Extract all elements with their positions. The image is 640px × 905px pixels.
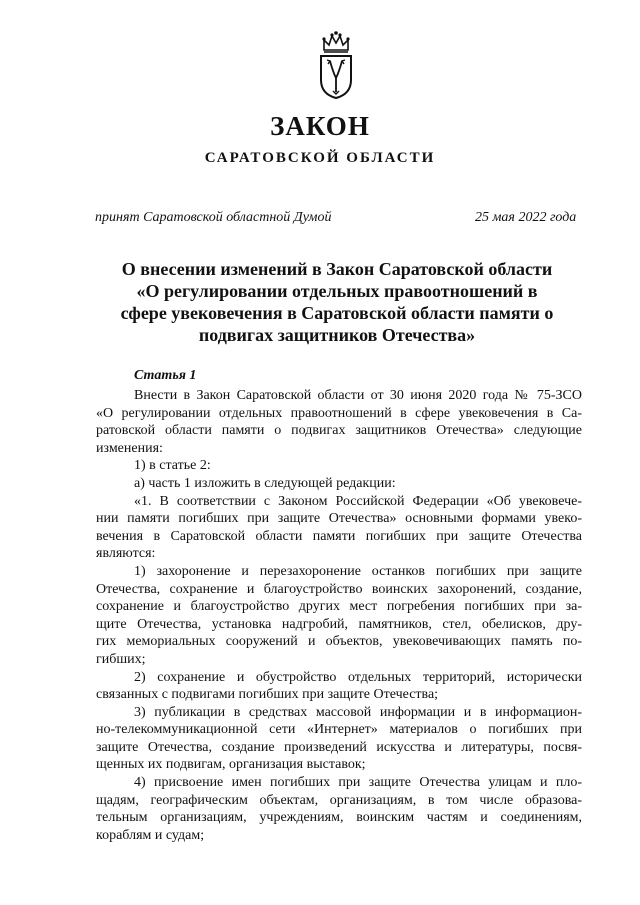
law-heading-line: О внесении изменений в Закон Саратовской области <box>121 259 553 279</box>
body-line: связанных с подвигами погибших при защите Отечества; <box>96 687 439 703</box>
document-title: ЗАКОН <box>270 111 370 141</box>
adopted-by-text: принят Саратовской областной Думой <box>95 210 332 225</box>
saratov-coat-of-arms-icon <box>316 28 356 100</box>
body-line: но-телекоммуникационной сети «Интернет» материалов о погибших при <box>96 722 582 738</box>
body-line: кораблям и судам; <box>96 827 205 843</box>
law-heading-line: сфере увековечения в Саратовской области памяти о <box>120 303 554 323</box>
adoption-date: 25 мая 2022 года <box>475 210 577 225</box>
body-line: 1) в статье 2: <box>134 458 211 474</box>
body-line: нии памяти погибших при защите Отечества» основными формами увеко- <box>96 511 582 527</box>
body-line: ратовской области памяти о подвигах защитников Отечества» следующие <box>96 423 582 439</box>
body-line: являются: <box>96 546 156 562</box>
body-line: вечения в Саратовской области памяти погибших при защите Отечества <box>96 528 582 544</box>
body-line: защите Отечества, создание произведений искусства и литературы, посвя- <box>96 739 582 755</box>
body-line: щите Отечества, установка надгробий, памятников, стел, обелисков, дру- <box>96 616 582 632</box>
body-line: щадям, географическим объектам, организациям, в том числе образова- <box>96 792 582 808</box>
body-line: 1) захоронение и перезахоронение останков погибших при защите <box>134 563 582 579</box>
body-line: 2) сохранение и обустройство отдельных территорий, исторически <box>134 669 582 685</box>
law-heading <box>92 258 582 346</box>
body-line: гих мемориальных сооружений и объектов, увековечивающих память по- <box>96 634 582 650</box>
body-line: щенных их подвигам, организация выставок; <box>96 757 366 773</box>
body-line: сохранение и благоустройство других мест погребения погибших при за- <box>96 599 582 615</box>
body-line: изменения: <box>96 440 163 456</box>
body-line: а) часть 1 изложить в следующей редакции: <box>134 475 396 491</box>
body-line: тельным организациям, учреждениям, воинским частям и соединениям, <box>96 810 582 826</box>
law-heading-line: «О регулировании отдельных правоотношений в <box>136 281 538 301</box>
document-subtitle: САРАТОВСКОЙ ОБЛАСТИ <box>204 150 436 166</box>
body-line: «1. В соответствии с Законом Российской Федерации «Об увековече- <box>134 493 582 509</box>
body-line: Отечества, сохранение и благоустройство воинских захоронений, создание, <box>96 581 582 597</box>
body-line: Внести в Закон Саратовской области от 30 июня 2020 года № 75-ЗСО <box>134 388 582 403</box>
body-line: 4) присвоение имен погибших при защите Отечества улицам и пло- <box>134 775 582 791</box>
law-heading-line: подвигах защитников Отечества» <box>198 325 476 345</box>
body-line: 3) публикации в средствах массовой информации и в информацион- <box>134 704 582 720</box>
article-body <box>96 387 582 844</box>
body-line: «О регулировании отдельных правоотношений в сфере увековечения в Са- <box>96 405 582 421</box>
body-line: гибших; <box>96 651 146 667</box>
article-label: Статья 1 <box>134 368 197 383</box>
